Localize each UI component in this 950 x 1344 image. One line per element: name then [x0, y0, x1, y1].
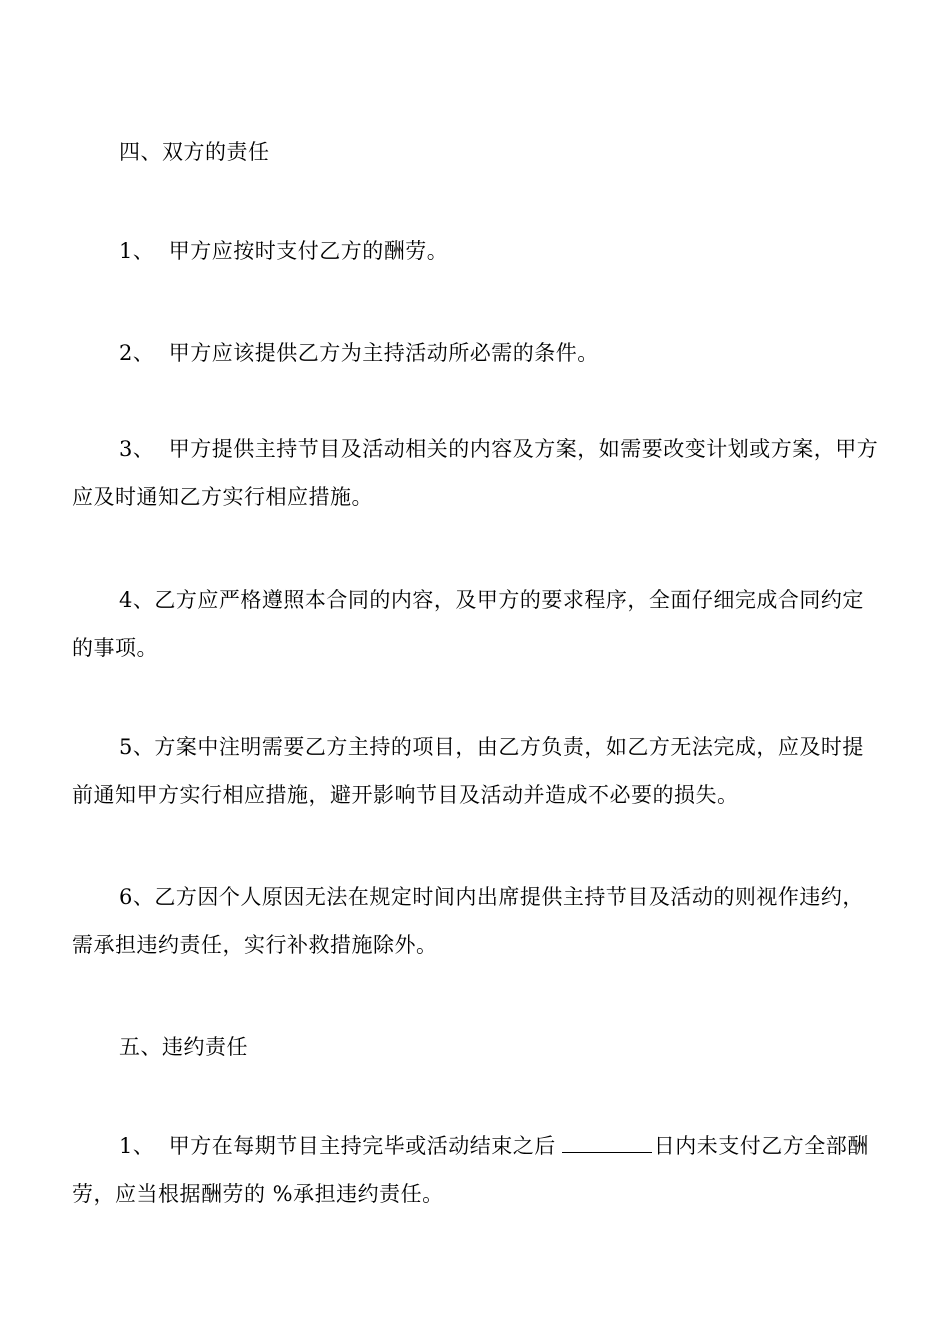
clause-5-1-text-after: 日内未支付乙方全部酬劳，应当根据酬劳的 %承担违约责任。	[72, 1134, 869, 1206]
fill-in-blank-days[interactable]	[562, 1134, 652, 1153]
clause-4-3: 3、 甲方提供主持节目及活动相关的内容及方案，如需要改变计划或方案，甲方应及时通知乙方实行相应措施。	[72, 437, 879, 509]
clause-4-2: 2、 甲方应该提供乙方为主持活动所必需的条件。	[119, 341, 599, 365]
section-heading-responsibilities: 四、双方的责任	[119, 140, 270, 164]
clause-4-4: 4、乙方应严格遵照本合同的内容，及甲方的要求程序，全面仔细完成合同约定的事项。	[72, 588, 864, 660]
section-heading-breach-liability: 五、违约责任	[119, 1035, 248, 1059]
clause-4-5: 5、方案中注明需要乙方主持的项目，由乙方负责，如乙方无法完成，应及时提前通知甲方实行相应措施，避开影响节目及活动并造成不必要的损失。	[72, 735, 864, 807]
clause-5-1-text-before: 1、 甲方在每期节目主持完毕或活动结束之后	[119, 1134, 556, 1158]
clause-4-1: 1、 甲方应按时支付乙方的酬劳。	[119, 239, 449, 263]
clause-5-1	[72, 1122, 882, 1218]
clause-4-6: 6、乙方因个人原因无法在规定时间内出席提供主持节目及活动的则视作违约，需承担违约责任，实行补救措施除外。	[72, 885, 864, 957]
